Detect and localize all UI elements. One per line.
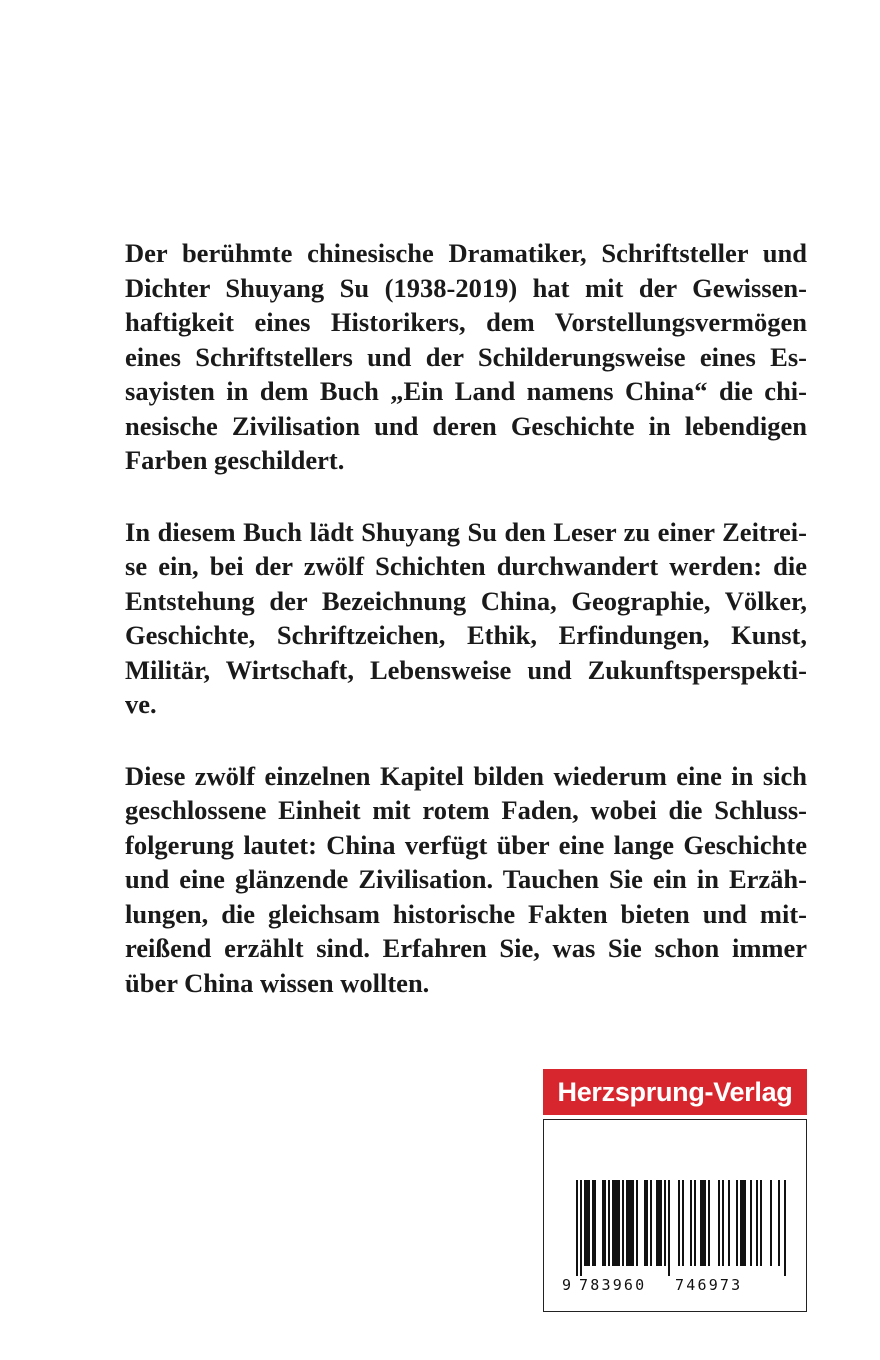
barcode-bar — [760, 1180, 762, 1266]
barcode-bar — [644, 1180, 646, 1266]
blurb-text — [125, 236, 807, 1037]
text-line: Dichter Shuyang Su (1938-2019) hat mit der Gewissen- — [125, 272, 807, 303]
barcode-bar — [744, 1180, 746, 1266]
barcode-bar — [584, 1180, 586, 1266]
barcode-bar — [742, 1180, 744, 1266]
text-line: lungen, die gleichsam historische Fakten bieten und mit- — [125, 898, 807, 929]
barcode-bar — [778, 1180, 780, 1266]
paragraph-3 — [125, 759, 807, 1001]
text-line: Der berühmte chinesische Dramatiker, Schriftsteller und — [125, 238, 807, 268]
barcode-bar — [646, 1180, 648, 1266]
isbn-group-1: 783960 — [579, 1276, 647, 1294]
barcode-bar — [708, 1180, 710, 1266]
barcode-bar — [592, 1180, 594, 1266]
barcode-bar — [632, 1180, 634, 1266]
paragraph-2 — [125, 515, 807, 722]
barcode-bar — [612, 1180, 614, 1266]
barcode-bar — [750, 1180, 752, 1266]
isbn-barcode — [543, 1119, 807, 1312]
barcode-bar — [740, 1180, 742, 1266]
text-line: sayisten in dem Buch „Ein Land namens China“ die chi- — [125, 376, 807, 406]
text-line: haftigkeit eines Historikers, dem Vorstellungsvermögen — [125, 307, 807, 337]
publisher-logo: Herzsprung-Verlag — [543, 1069, 807, 1115]
text-line: In diesem Buch lädt Shuyang Su den Leser zu einer Zeitrei- — [125, 516, 807, 547]
barcode-bar — [608, 1180, 610, 1266]
barcode-bar — [588, 1180, 590, 1266]
barcode-bar — [664, 1180, 666, 1266]
text-line: ve. — [125, 689, 157, 719]
barcode-bar — [622, 1180, 624, 1266]
barcode-bar — [628, 1180, 630, 1266]
paragraph-1 — [125, 236, 807, 478]
barcode-bar — [728, 1180, 730, 1266]
text-line: reißend erzählt sind. Erfahren Sie, was Sie schon immer — [125, 933, 807, 963]
barcode-bar — [770, 1180, 772, 1266]
barcode-bar — [618, 1180, 620, 1266]
barcode-bar — [580, 1180, 582, 1276]
barcode-bar — [722, 1180, 724, 1266]
barcode-bar — [784, 1180, 786, 1276]
barcode-bar — [630, 1180, 632, 1266]
barcode-bar — [660, 1180, 662, 1266]
barcode-bar — [718, 1180, 720, 1266]
barcode-bar — [682, 1180, 684, 1266]
text-line: Geschichte, Schriftzeichen, Ethik, Erfindungen, Kunst, — [125, 620, 807, 650]
barcode-bar — [678, 1180, 680, 1266]
text-line: nesische Zivilisation und deren Geschichte in lebendigen — [125, 410, 807, 441]
barcode-bar — [594, 1180, 596, 1266]
barcode-bar — [690, 1180, 692, 1266]
barcode-bar — [668, 1180, 670, 1276]
barcode-bar — [602, 1180, 604, 1266]
isbn-first-digit: 9 — [562, 1276, 574, 1294]
text-line: eines Schriftstellers und der Schilderungsweise eines Es- — [125, 341, 807, 372]
text-line: folgerung lautet: China verfügt über eine lange Geschichte — [125, 829, 807, 860]
barcode-bars — [562, 1180, 788, 1280]
barcode-bar — [586, 1180, 588, 1266]
barcode-bar — [650, 1180, 652, 1266]
text-line: Farben geschildert. — [125, 445, 345, 475]
text-line: Entstehung der Bezeichnung China, Geographie, Völker, — [125, 585, 807, 616]
barcode-bar — [656, 1180, 658, 1266]
barcode-bar — [616, 1180, 618, 1266]
text-line: se ein, bei der zwölf Schichten durchwandert werden: die — [125, 551, 807, 581]
isbn-group-2: 746973 — [675, 1276, 743, 1294]
barcode-bar — [658, 1180, 660, 1266]
barcode-bar — [614, 1180, 616, 1266]
barcode-bar — [694, 1180, 696, 1266]
text-line: Diese zwölf einzelnen Kapitel bilden wiederum eine in sich — [125, 760, 807, 791]
text-line: und eine glänzende Zivilisation. Tauchen Sie ein in Erzäh- — [125, 864, 807, 894]
text-line: Militär, Wirtschaft, Lebensweise und Zukunftsperspekti- — [125, 654, 807, 685]
barcode-bar — [604, 1180, 606, 1266]
barcode-bar — [702, 1180, 704, 1266]
barcode-bar — [576, 1180, 578, 1276]
barcode-bar — [704, 1180, 706, 1266]
barcode-bar — [736, 1180, 738, 1266]
text-line: über China wissen wollten. — [125, 967, 430, 998]
text-line: geschlossene Einheit mit rotem Faden, wobei die Schluss- — [125, 795, 807, 825]
barcode-bar — [700, 1180, 702, 1266]
barcode-bar — [756, 1180, 758, 1266]
barcode-bar — [636, 1180, 638, 1266]
barcode-bar — [626, 1180, 628, 1266]
